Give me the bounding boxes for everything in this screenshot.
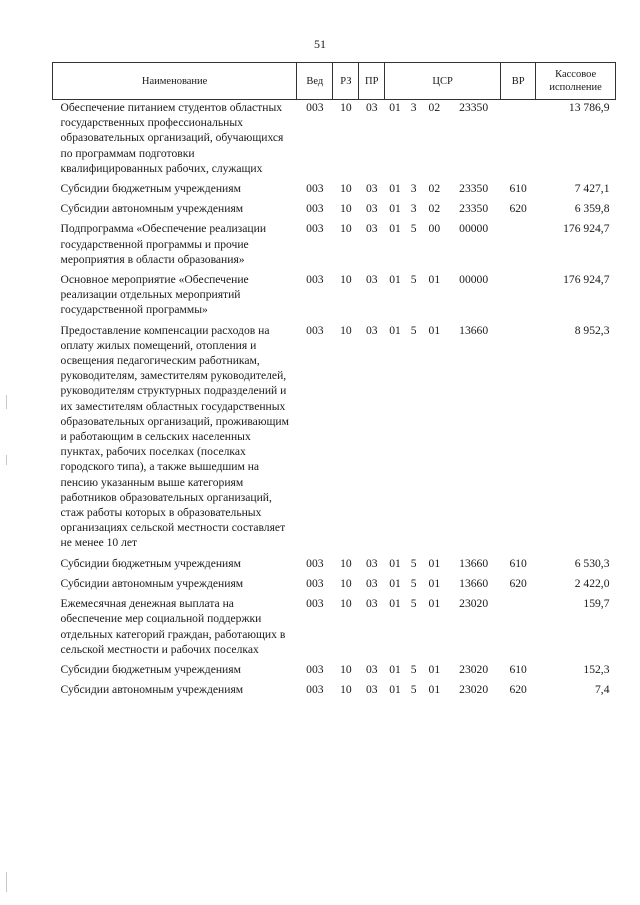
row-csr-event: 01: [428, 662, 441, 676]
row-pr: 03: [365, 101, 378, 114]
row-ved: 003: [306, 683, 324, 697]
table-row: [53, 323, 616, 556]
row-vr: [501, 323, 536, 556]
row-amount: 176 924,7: [563, 222, 610, 236]
row-csr-event: 02: [428, 202, 441, 216]
row-csr-subprogram: 5: [410, 222, 417, 236]
row-amount: 6 359,8: [574, 202, 610, 216]
table-row: [53, 556, 616, 576]
row-rz: 10: [340, 202, 352, 216]
row-name: Субсидии автономным учреждениям: [60, 683, 244, 697]
row-amount: 7 427,1: [574, 182, 610, 196]
row-ved: 003: [306, 597, 324, 611]
row-csr-direction: 23350: [459, 202, 489, 216]
table-row: [53, 221, 616, 272]
row-name: Основное мероприятие «Обеспечение реализации отдельных мероприятий государственной программы»: [60, 273, 249, 317]
row-amount: 176 924,7: [563, 273, 610, 287]
row-ved: 003: [306, 101, 324, 114]
row-pr: 03: [365, 662, 378, 676]
row-pr: 03: [365, 323, 378, 337]
row-ved: 003: [306, 576, 324, 590]
row-csr-subprogram: 5: [410, 576, 417, 590]
row-csr-subprogram: 5: [410, 323, 417, 337]
row-name: Субсидии автономным учреждениям: [60, 202, 244, 216]
row-csr-program: 01: [389, 182, 401, 196]
row-pr: 03: [365, 683, 378, 697]
row-rz: 10: [340, 597, 352, 611]
row-amount: 8 952,3: [574, 323, 610, 337]
row-vr: 610: [509, 662, 527, 676]
row-csr-event: 01: [428, 323, 441, 337]
row-name: Обеспечение питанием студентов областных государственных профессиональных образовательных организаций, обучающихся по программам подготовки квалифицированных рабочих, служащих: [60, 101, 284, 175]
row-ved: 003: [306, 323, 324, 337]
row-name: Субсидии бюджетным учреждениям: [60, 182, 241, 196]
row-csr-program: 01: [389, 683, 401, 697]
header-pr: ПР: [359, 63, 385, 100]
row-ved: 003: [306, 662, 324, 676]
row-pr: 03: [365, 556, 378, 570]
header-vr: ВР: [501, 63, 536, 100]
row-csr-program: 01: [389, 576, 401, 590]
row-csr-program: 01: [389, 101, 401, 114]
row-pr: 03: [365, 273, 378, 287]
page-number: 51: [314, 37, 326, 51]
row-csr-subprogram: 3: [410, 182, 417, 196]
row-name: Субсидии автономным учреждениям: [60, 576, 244, 590]
row-csr-program: 01: [389, 662, 401, 676]
table-row: [53, 272, 616, 323]
scan-edge-mark: [6, 455, 7, 465]
row-ved: 003: [306, 202, 324, 216]
scan-edge-mark: [6, 872, 7, 892]
row-csr-subprogram: 3: [410, 202, 417, 216]
row-pr: 03: [365, 222, 378, 236]
row-csr-event: 02: [428, 101, 441, 114]
row-rz: 10: [340, 101, 352, 114]
row-name: Предоставление компенсации расходов на оплату жилых помещений, отопления и освещения педагогическим работникам, руководителям, заместителям руководителей, руководителям структурных подразделений и их заместителям областных государственных образовательных организаций, проживающим и работающим в сельских населенных пунктах, рабочих поселках (поселках городского типа), а также вышедшим на пенсию указанным выше категориям работников образовательных организаций, стаж работы которых в образовательных организациях сельской местности составляет не менее 10 лет: [60, 323, 289, 550]
table-header-row: [53, 63, 616, 100]
table-row: [53, 596, 616, 662]
row-name: Субсидии бюджетным учреждениям: [60, 662, 241, 676]
row-csr-subprogram: 5: [410, 273, 417, 287]
row-vr: [501, 221, 536, 272]
row-csr-program: 01: [389, 273, 401, 287]
row-csr-event: 01: [428, 556, 441, 570]
row-vr: 620: [509, 576, 527, 590]
row-rz: 10: [340, 182, 352, 196]
header-csr: ЦСР: [385, 63, 501, 100]
row-rz: 10: [340, 222, 352, 236]
row-name: Ежемесячная денежная выплата на обеспечение мер социальной поддержки отдельных категорий граждан, работающих в сельской местности и рабочих поселках: [60, 597, 286, 656]
row-csr-direction: 23020: [459, 662, 489, 676]
row-name: Подпрограмма «Обеспечение реализации государственной программы и прочие мероприятия в области образования»: [60, 222, 267, 266]
row-csr-direction: 13660: [459, 576, 489, 590]
row-ved: 003: [306, 273, 324, 287]
row-csr-direction: 23020: [459, 683, 489, 697]
row-csr-direction: 13660: [459, 556, 489, 570]
row-csr-event: 01: [428, 683, 441, 697]
table-row: [53, 201, 616, 221]
row-csr-subprogram: 5: [410, 556, 417, 570]
row-rz: 10: [340, 273, 352, 287]
row-pr: 03: [365, 597, 378, 611]
row-csr-direction: 23020: [459, 597, 489, 611]
header-name: Наименование: [53, 63, 297, 100]
row-csr-program: 01: [389, 556, 401, 570]
row-csr-event: 01: [428, 597, 441, 611]
row-csr-subprogram: 5: [410, 597, 417, 611]
header-ved: Вед: [297, 63, 333, 100]
row-pr: 03: [365, 202, 378, 216]
row-csr-event: 01: [428, 576, 441, 590]
row-csr-direction: 00000: [459, 273, 489, 287]
row-amount: 7,4: [595, 683, 610, 697]
row-ved: 003: [306, 222, 324, 236]
row-vr: 610: [509, 182, 527, 196]
header-rz: РЗ: [333, 63, 359, 100]
row-amount: 13 786,9: [568, 101, 610, 114]
row-vr: 620: [509, 202, 527, 216]
row-csr-direction: 00000: [459, 222, 489, 236]
scan-edge-mark: [6, 395, 7, 409]
header-exec: Кассовое исполнение: [536, 63, 616, 100]
row-csr-program: 01: [389, 323, 401, 337]
row-csr-event: 00: [428, 222, 441, 236]
row-csr-subprogram: 5: [410, 662, 417, 676]
row-csr-program: 01: [389, 597, 401, 611]
row-csr-program: 01: [389, 222, 401, 236]
row-pr: 03: [365, 182, 378, 196]
row-csr-program: 01: [389, 202, 401, 216]
table-row: [53, 100, 616, 182]
table-body: [53, 100, 616, 703]
row-rz: 10: [340, 556, 352, 570]
row-csr-direction: 13660: [459, 323, 489, 337]
row-csr-direction: 23350: [459, 101, 489, 114]
budget-table-container: [52, 62, 616, 702]
row-rz: 10: [340, 576, 352, 590]
row-vr: 620: [509, 683, 527, 697]
row-name: Субсидии бюджетным учреждениям: [60, 556, 241, 570]
row-csr-direction: 23350: [459, 182, 489, 196]
table-row: [53, 662, 616, 682]
row-csr-event: 02: [428, 182, 441, 196]
row-rz: 10: [340, 662, 352, 676]
row-amount: 6 530,3: [574, 556, 610, 570]
row-rz: 10: [340, 683, 352, 697]
row-amount: 159,7: [583, 597, 610, 611]
row-pr: 03: [365, 576, 378, 590]
row-csr-subprogram: 3: [410, 101, 417, 114]
row-ved: 003: [306, 182, 324, 196]
row-vr: [501, 596, 536, 662]
table-row: [53, 682, 616, 702]
table-row: [53, 576, 616, 596]
row-vr: 610: [509, 556, 527, 570]
row-csr-subprogram: 5: [410, 683, 417, 697]
row-csr-event: 01: [428, 273, 441, 287]
row-amount: 2 422,0: [574, 576, 610, 590]
row-rz: 10: [340, 323, 352, 337]
row-ved: 003: [306, 556, 324, 570]
row-vr: [501, 100, 536, 182]
budget-execution-table: [52, 62, 616, 702]
row-vr: [501, 272, 536, 323]
table-row: [53, 181, 616, 201]
row-amount: 152,3: [583, 662, 610, 676]
